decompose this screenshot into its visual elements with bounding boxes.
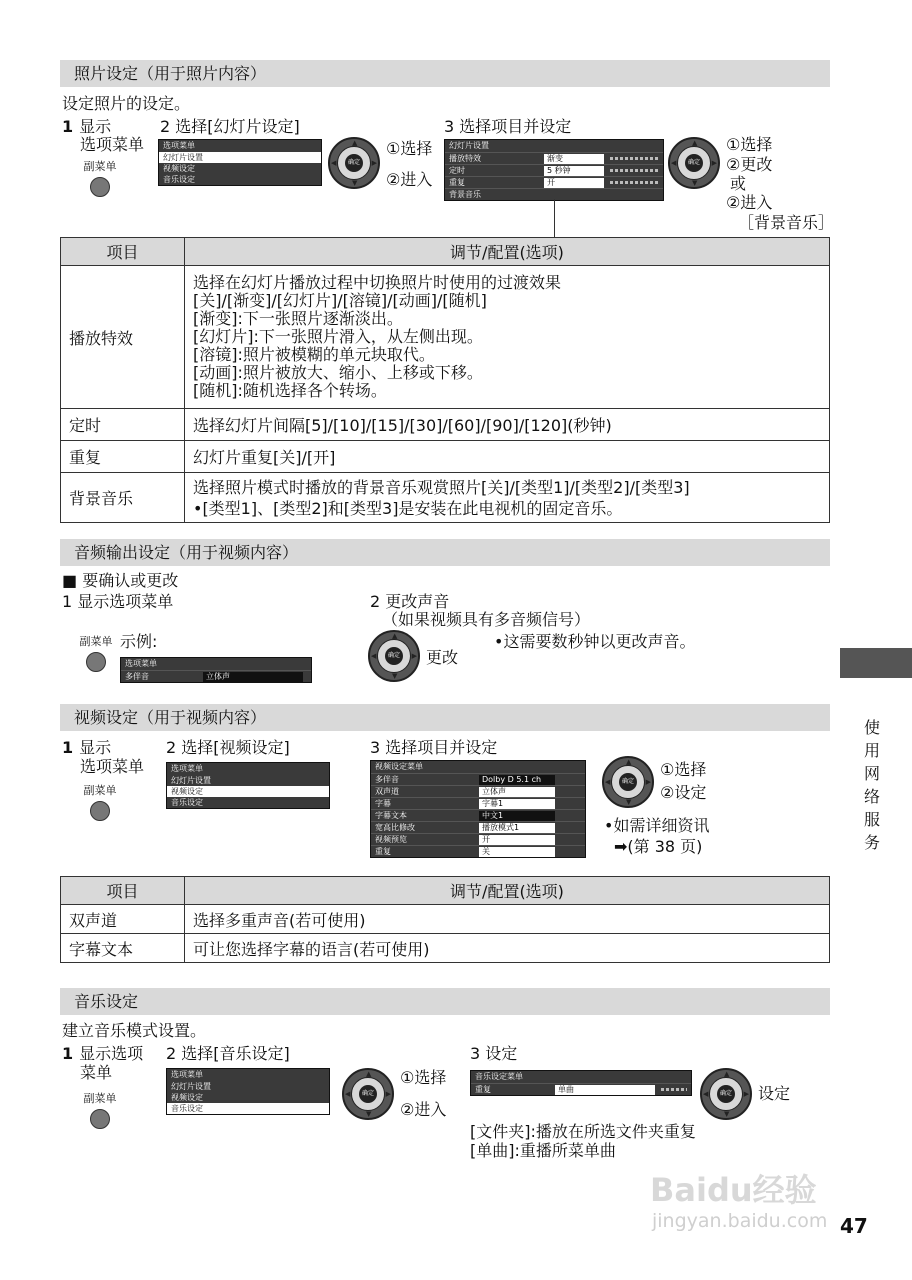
page-reference-link[interactable]: ➡(第 38 页) [614, 837, 703, 856]
menu-item[interactable]: 音乐设定 [167, 1103, 329, 1114]
step3-label: 3 选择项目并设定 [370, 738, 498, 757]
intro-text: 建立音乐模式设置。 [62, 1021, 207, 1040]
dpad-remote-icon[interactable]: 确定 ▲ ▼ ◀ ▶ [328, 137, 380, 189]
menu-row[interactable]: 重复 开 [445, 176, 663, 188]
menu-item[interactable]: 视频设定 [163, 164, 195, 173]
submenu-button[interactable]: 副菜单 [70, 1090, 130, 1133]
section-video-settings-header [60, 704, 830, 731]
connector-line [554, 199, 555, 237]
menu-row[interactable]: 重复 单曲 [471, 1083, 691, 1095]
menu-row[interactable]: 重复 关 [371, 845, 585, 857]
option-menu: 选项菜单 幻灯片设置 视频设定 音乐设定 [166, 1068, 330, 1115]
section-title: 照片设定（用于照片内容） [74, 64, 267, 83]
enter-hint: ②进入 [400, 1100, 447, 1119]
table-header: 项目 [61, 238, 185, 266]
submenu-button-icon [90, 177, 110, 197]
dpad-remote-icon[interactable]: 确定 ▲ ▼ ◀ ▶ [342, 1068, 394, 1120]
step1-label-b: 选项菜单 [80, 135, 145, 154]
option-menu: 选项菜单 多伴音 立体声 [120, 657, 312, 683]
menu-item[interactable]: 幻灯片设置 [159, 152, 321, 163]
menu-row[interactable]: 宽高比修改 播放模式1 [371, 821, 585, 833]
menu-item[interactable]: 视频设定 [171, 1093, 203, 1102]
set-hint: 设定 [758, 1084, 791, 1103]
menu-item[interactable]: 音乐设定 [163, 175, 195, 184]
section-photo-settings-header [60, 60, 830, 87]
menu-row[interactable]: 多伴音 立体声 [121, 670, 311, 682]
step3-label: 3 设定 [470, 1044, 518, 1063]
page-number: 47 [840, 1214, 868, 1238]
select-hint: ①选择 [400, 1068, 447, 1087]
submenu-button[interactable]: 副菜单 [70, 782, 130, 825]
submenu-button-icon [86, 652, 106, 672]
or-text: 或 [730, 174, 747, 193]
dpad-remote-icon[interactable]: 确定 ▲ ▼ ◀ ▶ [700, 1068, 752, 1120]
step2-label: 2 更改声音 [370, 592, 450, 611]
step1-label: 1 显示 [62, 117, 112, 136]
select-hint: ①选择 [386, 139, 433, 158]
note-text: •这需要数秒钟以更改声音。 [494, 632, 696, 651]
step2-sub: （如果视频具有多音频信号） [382, 610, 591, 629]
menu-row[interactable]: 字幕 字幕1 [371, 797, 585, 809]
dpad-remote-icon[interactable]: 确定 ▲ ▼ ◀ ▶ [602, 756, 654, 808]
side-tab [840, 648, 912, 678]
step2-label: 2 选择[音乐设定] [166, 1044, 290, 1063]
set-hint: ②设定 [660, 783, 707, 802]
example-label: 示例: [120, 632, 158, 651]
single-description: [单曲]:重播所菜单曲 [470, 1141, 616, 1160]
table-row: 播放特效 选择在幻灯片播放过程中切换照片时使用的过渡效果 [关]/[渐变]/[幻灯片]/[溶镜]/[动画]/[随机] [渐变]:下一张照片逐渐淡出。 [幻灯片]:下一张照片滑入，从左侧出现。 [溶镜]:照片被模糊的单元块取代。 [动画]:照片被放大、缩小、上移或下移。 [随机]:随机选择各个转场。 [61, 266, 830, 409]
submenu-button[interactable]: 副菜单 [66, 633, 126, 676]
change-hint: ②更改 [726, 155, 773, 174]
option-menu: 选项菜单 幻灯片设置 视频设定 音乐设定 [166, 762, 330, 809]
menu-item[interactable]: 幻灯片设置 [171, 776, 211, 785]
submenu-button-icon [90, 801, 110, 821]
select-hint: ①选择 [660, 760, 707, 779]
table-row: 字幕文本 可让您选择字幕的语言(若可使用) [61, 934, 830, 963]
music-settings-menu: 音乐设定菜单 重复 单曲 [470, 1070, 692, 1096]
section-music-settings-header [60, 988, 830, 1015]
dpad-remote-icon[interactable]: 确定 ▲ ▼ ◀ ▶ [668, 137, 720, 189]
table-row: 双声道 选择多重声音(若可使用) [61, 905, 830, 934]
submenu-button[interactable]: 副菜单 [70, 158, 130, 201]
step1-label-b: 选项菜单 [80, 757, 145, 776]
menu-row[interactable]: 多伴音 Dolby D 5.1 ch [371, 773, 585, 785]
step1-label: 1 显示选项 [62, 1044, 144, 1063]
step2-label: 2 选择[幻灯片设定] [160, 117, 300, 136]
menu-row[interactable]: 字幕文本 中文1 [371, 809, 585, 821]
step2-label: 2 选择[视频设定] [166, 738, 290, 757]
side-tab-label: 使 用 网 络 服 务 [863, 718, 880, 852]
menu-row[interactable]: 双声道 立体声 [371, 785, 585, 797]
table-row: 背景音乐 选择照片模式时播放的背景音乐观赏照片[关]/[类型1]/[类型2]/[类型3] •[类型1]、[类型2]和[类型3]是安装在此电视机的固定音乐。 [61, 473, 830, 523]
watermark-url: jingyan.baidu.com [652, 1210, 828, 1232]
table-row: 定时 选择幻灯片间隔[5]/[10]/[15]/[30]/[60]/[90]/[120](秒钟) [61, 409, 830, 441]
table-header: 项目 [61, 877, 185, 905]
submenu-button-icon [90, 1109, 110, 1129]
note-text: •如需详细资讯 [604, 816, 710, 835]
slideshow-menu: 幻灯片设置 播放特效 渐变 定时 5 秒钟 重复 开 背景音乐 [444, 139, 664, 201]
step1-label: 1 显示 [62, 738, 112, 757]
section-audio-output-header [60, 539, 830, 566]
step1-label-b: 菜单 [80, 1063, 113, 1082]
step3-label: 3 选择项目并设定 [444, 117, 572, 136]
section-title: 视频设定（用于视频内容） [74, 708, 267, 727]
intro-text: 设定照片的设定。 [62, 94, 191, 113]
menu-row[interactable]: 定时 5 秒钟 [445, 164, 663, 176]
option-menu: 选项菜单 幻灯片设置 视频设定 音乐设定 [158, 139, 322, 186]
enter-hint: ②进入 [386, 170, 433, 189]
table-row: 重复 幻灯片重复[关]/[开] [61, 441, 830, 473]
subheading: ■ 要确认或更改 [62, 571, 179, 590]
menu-row[interactable]: 视频预览 开 [371, 833, 585, 845]
folder-description: [文件夹]:播放在所选文件夹重复 [470, 1122, 696, 1141]
dpad-remote-icon[interactable]: 确定 ▲ ▼ ◀ ▶ [368, 630, 420, 682]
menu-item[interactable]: 视频设定 [167, 786, 329, 797]
section-title: 音频输出设定（用于视频内容） [74, 543, 299, 562]
photo-settings-table [60, 237, 830, 523]
step1-label: 1 显示选项菜单 [62, 592, 174, 611]
select-hint: ①选择 [726, 135, 773, 154]
video-settings-table [60, 876, 830, 963]
change-hint: 更改 [426, 648, 459, 667]
bgm-hint: ［背景音乐］ [738, 213, 835, 232]
watermark-logo: Baidu经验 [650, 1171, 817, 1209]
section-title: 音乐设定 [74, 992, 139, 1011]
menu-item[interactable]: 幻灯片设置 [171, 1082, 211, 1091]
video-settings-menu: 视频设定菜单 多伴音 Dolby D 5.1 ch 双声道 立体声 字幕 字幕1 字幕文本 中文1 宽高比修改 播放模式1 视频预览 开 重复 关 [370, 760, 586, 858]
enter-hint: ②进入 [726, 193, 773, 212]
menu-row[interactable]: 播放特效 渐变 [445, 152, 663, 164]
menu-row[interactable]: 背景音乐 [445, 188, 663, 200]
menu-item[interactable]: 音乐设定 [171, 798, 203, 807]
table-header: 调节/配置(选项) [185, 238, 830, 266]
table-header: 调节/配置(选项) [185, 877, 830, 905]
